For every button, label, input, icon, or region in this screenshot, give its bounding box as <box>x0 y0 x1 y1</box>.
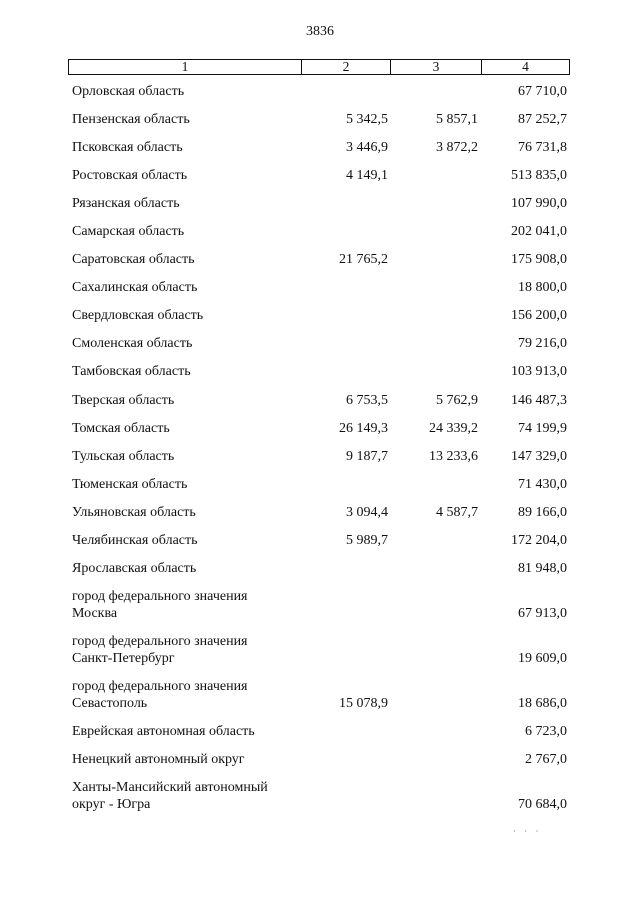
value-c4: 107 990,0 <box>511 196 567 211</box>
page-number: 3836 <box>306 24 334 39</box>
value-c3: 5 857,1 <box>436 112 478 127</box>
value-c4: 6 723,0 <box>525 724 567 739</box>
value-c2: 5 342,5 <box>346 112 388 127</box>
region-name: Пензенская область <box>72 112 190 127</box>
value-c2: 4 149,1 <box>346 168 388 183</box>
value-c4: 19 609,0 <box>518 651 567 666</box>
value-c4: 147 329,0 <box>511 449 567 464</box>
value-c3: 3 872,2 <box>436 140 478 155</box>
value-c4: 18 686,0 <box>518 696 567 711</box>
region-name: Самарская область <box>72 224 185 239</box>
value-c4: 513 835,0 <box>511 168 567 183</box>
header-col-3: 3 <box>391 60 482 74</box>
value-c3: 24 339,2 <box>429 421 478 436</box>
value-c4: 76 731,8 <box>518 140 567 155</box>
value-c2: 26 149,3 <box>339 421 388 436</box>
value-c4: 146 487,3 <box>511 393 567 408</box>
value-c3: 5 762,9 <box>436 393 478 408</box>
value-c2: 15 078,9 <box>339 696 388 711</box>
value-c4: 156 200,0 <box>511 308 567 323</box>
value-c4: 67 913,0 <box>518 606 567 621</box>
scan-specks: · · · <box>513 826 542 836</box>
region-name: город федерального значения Санкт-Петербург <box>72 634 248 666</box>
value-c4: 89 166,0 <box>518 505 567 520</box>
region-name: Ярославская область <box>72 561 197 576</box>
header-col-2: 2 <box>302 60 391 74</box>
value-c3: 13 233,6 <box>429 449 478 464</box>
region-name: Челябинская область <box>72 533 198 548</box>
value-c2: 3 094,4 <box>346 505 388 520</box>
region-name: Свердловская область <box>72 308 204 323</box>
table-header <box>68 59 570 75</box>
header-col-4: 4 <box>522 59 529 74</box>
region-name: Тверская область <box>72 393 175 408</box>
region-name: Псковская область <box>72 140 183 155</box>
value-c4: 70 684,0 <box>518 797 567 812</box>
value-c4: 81 948,0 <box>518 561 567 576</box>
region-name: Тюменская область <box>72 477 188 492</box>
value-c2: 3 446,9 <box>346 140 388 155</box>
value-c4: 172 204,0 <box>511 533 567 548</box>
value-c3: 4 587,7 <box>436 505 478 520</box>
value-c4: 79 216,0 <box>518 336 567 351</box>
region-name: город федерального значения Севастополь <box>72 679 248 711</box>
value-c4: 2 767,0 <box>525 752 567 767</box>
region-name: Томская область <box>72 421 170 436</box>
region-name: Тамбовская область <box>72 364 191 379</box>
header-col-1: 1 <box>69 60 302 74</box>
region-name: Саратовская область <box>72 252 195 267</box>
value-c2: 21 765,2 <box>339 252 388 267</box>
value-c4: 67 710,0 <box>518 84 567 99</box>
region-name: Тульская область <box>72 449 175 464</box>
value-c4: 202 041,0 <box>511 224 567 239</box>
region-name: город федерального значения Москва <box>72 589 248 621</box>
region-name: Рязанская область <box>72 196 180 211</box>
value-c2: 5 989,7 <box>346 533 388 548</box>
region-name: Ханты-Мансийский автономный округ - Югра <box>72 780 268 812</box>
value-c4: 71 430,0 <box>518 477 567 492</box>
value-c4: 103 913,0 <box>511 364 567 379</box>
value-c4: 74 199,9 <box>518 421 567 436</box>
region-name: Орловская область <box>72 84 185 99</box>
value-c4: 18 800,0 <box>518 280 567 295</box>
region-name: Ростовская область <box>72 168 188 183</box>
value-c4: 175 908,0 <box>511 252 567 267</box>
region-name: Еврейская автономная область <box>72 724 255 739</box>
region-name: Сахалинская область <box>72 280 198 295</box>
region-name: Смоленская область <box>72 336 193 351</box>
region-name: Ульяновская область <box>72 505 196 520</box>
value-c2: 6 753,5 <box>346 393 388 408</box>
region-name: Ненецкий автономный округ <box>72 752 245 767</box>
value-c4: 87 252,7 <box>518 112 567 127</box>
value-c2: 9 187,7 <box>346 449 388 464</box>
